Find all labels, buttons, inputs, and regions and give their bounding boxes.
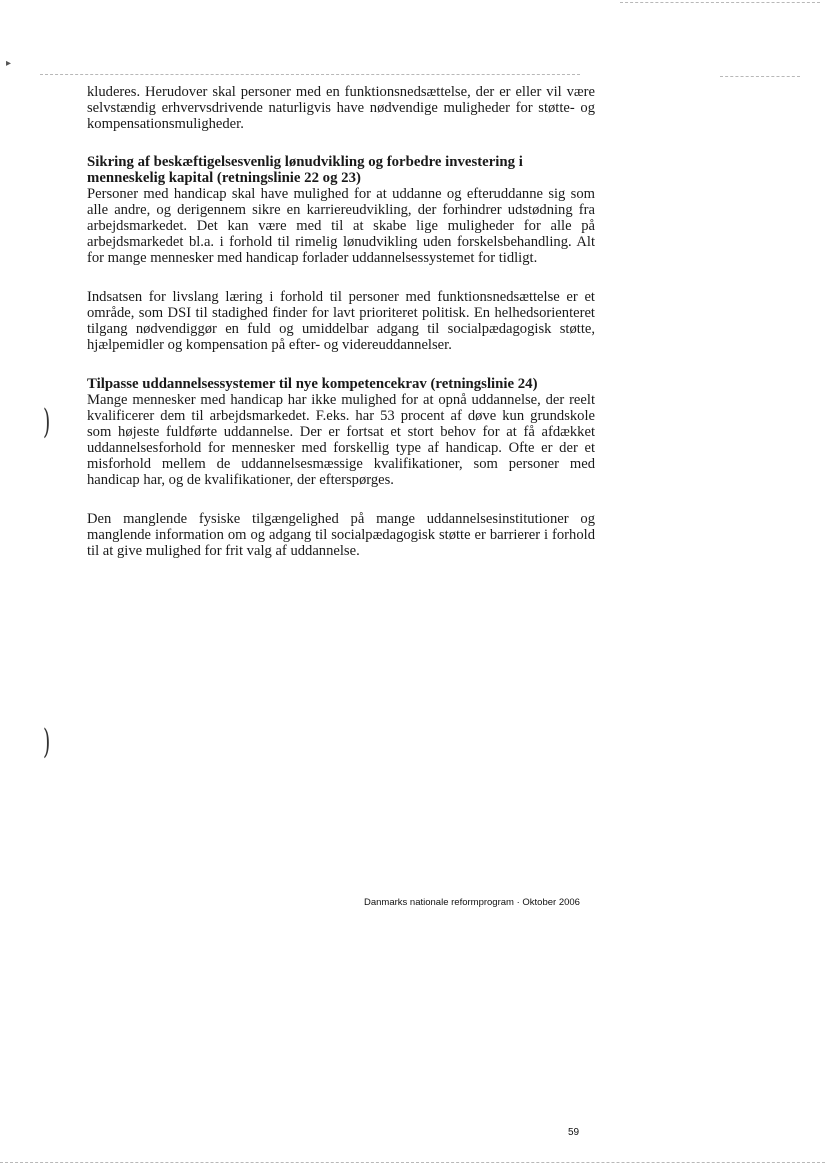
scan-artifact-mark: ▸ [6,58,12,69]
scan-artifact-mark: ) [42,722,51,762]
scan-artifact-line [0,1162,825,1163]
paragraph: kluderes. Herudover skal personer med en funktionsnedsættelse, der er eller vil være selvstændig erhvervsdrivende naturligvis have nødvendige muligheder for støtte- og kompensationsmuligheder. [87,84,595,132]
paragraph: Indsatsen for livslang læring i forhold til personer med funktionsnedsættelse er et område, som DSI til stadighed finder for lavt prioriteret politisk. En helhedsorienteret tilgang nødvendiggør en fuld og umiddelbar adgang til socialpædagogisk støtte, hjælpemidler og kompensation på efter- og videreuddannelser. [87,289,595,353]
page-number: 59 [568,1127,580,1138]
scan-artifact-line [720,76,800,77]
paragraph: Personer med handicap skal have mulighed for at uddanne og efteruddanne sig som alle andre, og derigennem sikre en karriereudvikling, der forhindrer udstødning fra arbejdsmarkedet. Det kan være med til at skabe lige muligheder for alle på arbejdsmarkedet bl.a. i forhold til rimelig lønudvikling uden forskelsbehandling. Alt for mange mennesker med handicap forlader uddannelsessystemet for tidligt. [87,186,595,266]
page-footer: Danmarks nationale reformprogram · Oktober 2006 [364,897,580,908]
scan-artifact-mark: ) [42,402,51,442]
scan-artifact-line [620,2,820,3]
document-body [87,84,595,559]
paragraph: Mange mennesker med handicap har ikke mulighed for at opnå uddannelse, der reelt kvalificerer dem til arbejdsmarkedet. F.eks. har 53 procent af døve kun grundskole som højeste fuldførte uddannelse. Der er fortsat et stort behov for at få afdækket uddannelsesforhold for mennesker med forskellig type af handicap. Ofte er der et misforhold mellem de uddannelsesmæssige kvalifikationer, som personer med handicap har, og de kvalifikationer, der efterspørges. [87,392,595,488]
scan-artifact-line [40,74,580,75]
section-heading: Sikring af beskæftigelsesvenlig lønudvikling og forbedre investering i menneskelig kapital (retningslinie 22 og 23) [87,154,523,186]
paragraph: Den manglende fysiske tilgængelighed på mange uddannelsesinstitutioner og manglende information om og adgang til socialpædagogisk støtte er barrierer i forhold til at give mulighed for frit valg af uddannelse. [87,511,595,559]
section-heading: Tilpasse uddannelsessystemer til nye kompetencekrav (retningslinie 24) [87,376,538,392]
